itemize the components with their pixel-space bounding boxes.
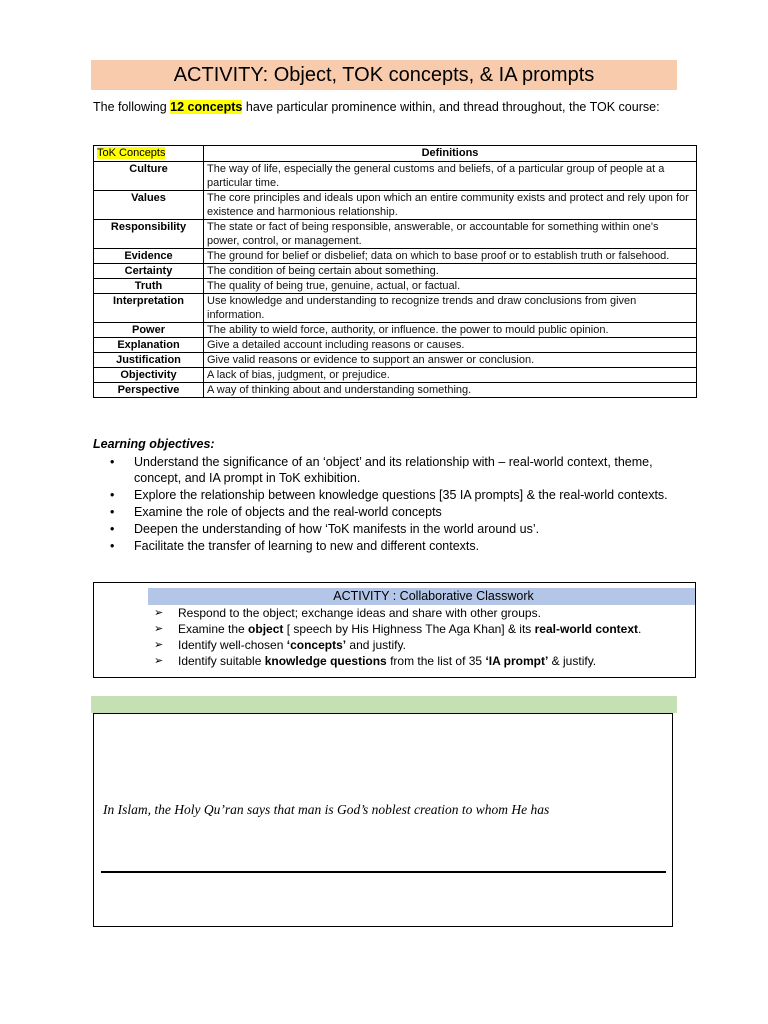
table-row <box>94 264 697 279</box>
bullet-icon: • <box>110 505 115 519</box>
table-header-row <box>94 146 697 162</box>
activity-title: ACTIVITY : Collaborative Classwork <box>148 588 696 605</box>
list-item <box>93 504 683 520</box>
arrow-bullet-icon: ➢ <box>154 639 164 651</box>
intro-text-after: have particular prominence within, and thread throughout, the TOK course: <box>242 100 660 114</box>
concept-definition: The quality of being true, genuine, actual, or factual. <box>204 279 697 294</box>
header-concepts <box>94 146 204 162</box>
activity-bold-text: ‘IA prompt’ <box>485 654 549 668</box>
concept-definition: The ability to wield force, authority, or influence. the power to mould public opinion. <box>204 323 697 338</box>
list-item <box>154 653 641 669</box>
bullet-icon: • <box>110 539 115 553</box>
concept-definition: A lack of bias, judgment, or prejudice. <box>204 368 697 383</box>
concepts-table <box>93 145 697 398</box>
activity-text: Respond to the object; exchange ideas and share with other groups. <box>178 606 541 620</box>
arrow-bullet-icon: ➢ <box>154 655 164 667</box>
bullet-icon: • <box>110 455 115 469</box>
concept-term: Interpretation <box>94 294 204 323</box>
concept-definition: The state or fact of being responsible, answerable, or accountable for something within one's power, control, or management. <box>204 220 697 249</box>
table-row <box>94 383 697 398</box>
activity-text: Identify suitable <box>178 654 265 668</box>
activity-bold-text: object <box>248 622 284 636</box>
section-header-bar <box>91 696 677 713</box>
concept-term: Responsibility <box>94 220 204 249</box>
table-row <box>94 279 697 294</box>
table-row <box>94 249 697 264</box>
objective-text: Deepen the understanding of how ‘ToK manifests in the world around us’. <box>134 522 540 536</box>
concept-definition: The condition of being certain about something. <box>204 264 697 279</box>
concept-term: Power <box>94 323 204 338</box>
concept-term: Explanation <box>94 338 204 353</box>
quote-divider <box>101 871 666 873</box>
learning-objectives-list <box>93 454 683 555</box>
table-row <box>94 353 697 368</box>
list-item <box>93 538 683 554</box>
table-row <box>94 323 697 338</box>
concept-term: Certainty <box>94 264 204 279</box>
concept-definition: The ground for belief or disbelief; data on which to base proof or to establish truth or falsehood. <box>204 249 697 264</box>
quote-box <box>93 713 673 927</box>
activity-list <box>154 605 641 669</box>
concept-term: Culture <box>94 162 204 191</box>
header-definitions: Definitions <box>204 146 697 162</box>
table-row <box>94 191 697 220</box>
activity-text: and justify. <box>346 638 406 652</box>
concept-term: Truth <box>94 279 204 294</box>
bullet-icon: • <box>110 488 115 502</box>
table-row <box>94 220 697 249</box>
table-row <box>94 338 697 353</box>
activity-text: . <box>638 622 642 636</box>
activity-text: Examine the <box>178 622 249 636</box>
activity-text: Identify well-chosen <box>178 638 287 652</box>
concept-term: Objectivity <box>94 368 204 383</box>
bullet-icon: • <box>110 522 115 536</box>
objective-text: Understand the significance of an ‘object’ and its relationship with – real-world context, theme, concept, and IA prompt in ToK exhibition. <box>134 455 653 485</box>
quote-text: In Islam, the Holy Qu’ran says that man is God’s noblest creation to whom He has <box>103 802 550 817</box>
objective-text: Explore the relationship between knowledge questions [35 IA prompts] & the real-world contexts. <box>134 488 668 502</box>
concept-definition: A way of thinking about and understanding something. <box>204 383 697 398</box>
list-item <box>154 605 641 621</box>
concept-term: Values <box>94 191 204 220</box>
activity-bold-text: ‘concepts’ <box>286 638 347 652</box>
list-item <box>93 521 683 537</box>
activity-text: [ speech by His Highness The Aga Khan] & its <box>283 622 535 636</box>
table-row <box>94 368 697 383</box>
concept-term: Evidence <box>94 249 204 264</box>
concept-term: Justification <box>94 353 204 368</box>
activity-bold-text: real-world context <box>534 622 638 636</box>
activity-bold-text: knowledge questions <box>264 654 387 668</box>
concept-definition: Give a detailed account including reasons or causes. <box>204 338 697 353</box>
list-item <box>93 487 683 503</box>
intro-paragraph <box>93 99 676 115</box>
list-item <box>154 637 641 653</box>
concept-definition: The way of life, especially the general customs and beliefs, of a particular group of people at a particular time. <box>204 162 697 191</box>
activity-box <box>93 582 696 678</box>
objective-text: Examine the role of objects and the real-world concepts <box>134 505 442 519</box>
concept-term: Perspective <box>94 383 204 398</box>
table-row <box>94 294 697 323</box>
intro-text-before: The following <box>93 100 171 114</box>
list-item <box>154 621 641 637</box>
table-row <box>94 162 697 191</box>
activity-text: & justify. <box>548 654 597 668</box>
activity-text: from the list of 35 <box>386 654 486 668</box>
learning-objectives-title: Learning objectives: <box>93 437 215 451</box>
header-concepts-label: ToK Concepts <box>97 147 166 159</box>
concept-definition: The core principles and ideals upon which an entire community exists and protect and rely upon for existence and harmonious relationship. <box>204 191 697 220</box>
list-item <box>93 454 683 486</box>
arrow-bullet-icon: ➢ <box>154 623 164 635</box>
intro-highlight: 12 concepts <box>170 100 243 114</box>
concept-definition: Give valid reasons or evidence to support an answer or conclusion. <box>204 353 697 368</box>
objective-text: Facilitate the transfer of learning to new and different contexts. <box>134 539 480 553</box>
page-title: ACTIVITY: Object, TOK concepts, & IA prompts <box>91 60 677 90</box>
arrow-bullet-icon: ➢ <box>154 607 164 619</box>
concept-definition: Use knowledge and understanding to recognize trends and draw conclusions from given information. <box>204 294 697 323</box>
